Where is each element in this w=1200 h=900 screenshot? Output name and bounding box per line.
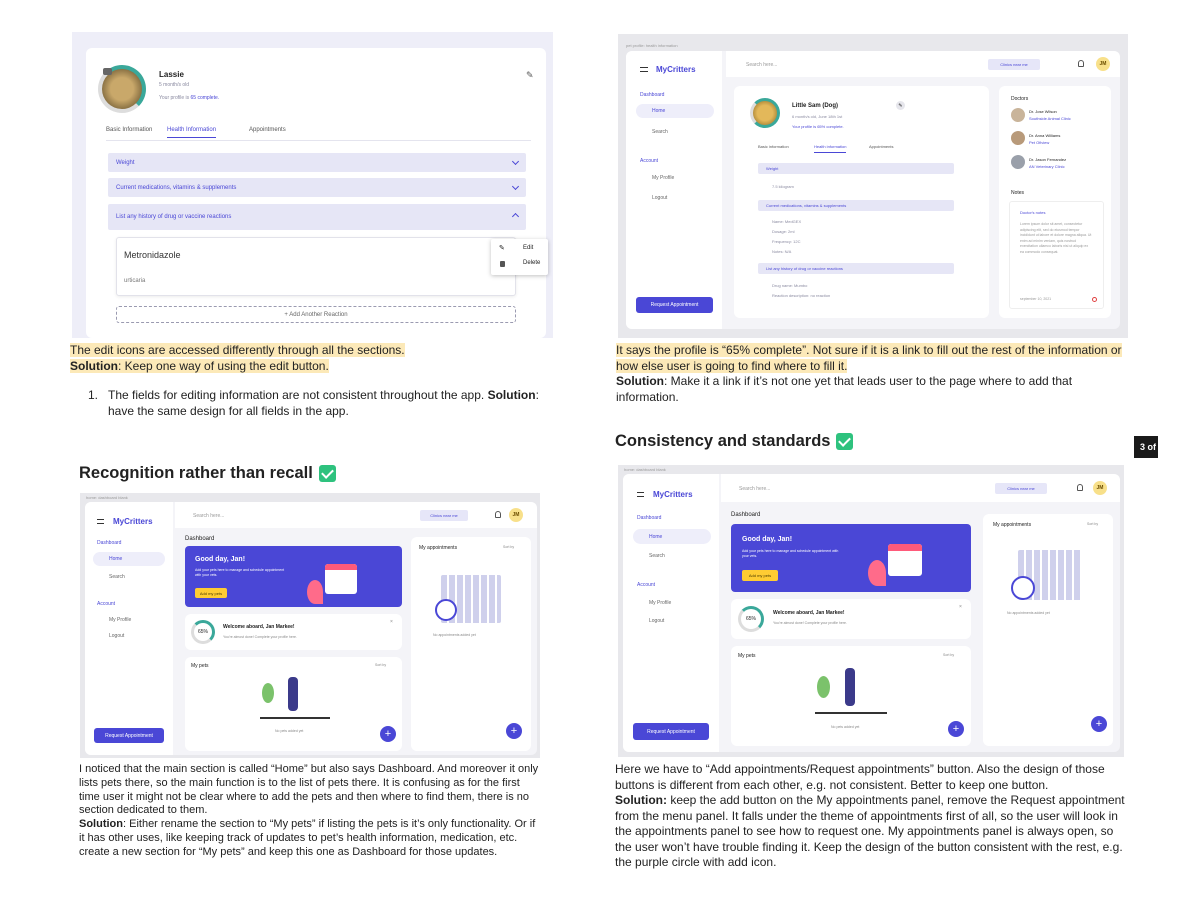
welcome-title: Welcome aboard, Jan Markee! — [773, 610, 845, 616]
consistency-solution: keep the add button on the My appointments panel, remove the Request appointment from the menu panel. It falls under the theme of appointments first of all, so the user will look in the appointments panel to see how to request one. My appointments panel is always open, so the user won’t have trouble finding it. Keep the design of the button consistent with the rest, e.g. the purple circle with add icon. — [615, 793, 1125, 869]
sidebar-item-profile[interactable]: My Profile — [109, 617, 132, 623]
doctor-avatar — [1011, 108, 1025, 122]
note-line-2 — [70, 359, 329, 373]
doctor-clinic[interactable]: Pet Ofiview — [1029, 140, 1050, 145]
sidebar-item-search[interactable]: Search — [652, 129, 668, 135]
consistency-observation: Here we have to “Add appointments/Request appointments” button. Also the design of those buttons is different from each other, e.g. not consistent. Better to keep one button. — [615, 762, 1105, 792]
pencil-icon[interactable]: ✎ — [526, 70, 534, 80]
sidebar — [85, 502, 173, 755]
nav-section-account: Account — [640, 158, 659, 164]
sidebar-item-home[interactable] — [636, 104, 714, 118]
note-body: Lorem ipsum dolor sit amet, consectetur adipiscing elit, sed do eiusmod tempor incididunt ut labore et dolore magna aliqua. Ut enim ad minim veniam, quis nostrud exercitation ullamco laboris nisi ut aliquip ex ea commodo consequat. — [1020, 222, 1092, 254]
doctors-title: Doctors — [1011, 96, 1029, 102]
user-avatar[interactable]: JM — [509, 508, 523, 522]
profile-complete-note — [616, 343, 1126, 405]
tab-basic-info[interactable]: Basic information — [758, 144, 789, 149]
doctor-avatar — [1011, 131, 1025, 145]
my-appointments-panel — [411, 537, 531, 751]
user-avatar[interactable]: JM — [1096, 57, 1110, 71]
med-line: Name: MedGEX — [772, 219, 802, 224]
menu-icon[interactable] — [637, 492, 644, 497]
list-text-b: : have the same design for all fields in the app. — [108, 388, 539, 418]
note-card — [1009, 201, 1104, 309]
recognition-solution: : Either rename the section to “My pets” if listing the pets is it’s only functionality. Or if it has other uses, like keeping track of updates to pet’s health information, medication, etc. create a new section for “My pets” and keep this one as Dashboard for those updates. — [79, 818, 536, 858]
tab-appointments[interactable]: Appointments — [249, 127, 286, 133]
pet-age: 6 month/s old, June 18th 1st — [792, 114, 843, 119]
request-appointment-button[interactable]: Request Appointment — [636, 297, 713, 313]
greeting-sub: Add your pets here to manage and schedule appointment with your vets. — [742, 549, 839, 558]
calendar-header — [325, 564, 357, 570]
notes-title: Notes — [1011, 190, 1025, 196]
top-bar — [726, 51, 1120, 77]
profile-complete-screenshot — [618, 34, 1128, 338]
appointments-title: My appointments — [419, 545, 458, 551]
sidebar-item-search[interactable]: Search — [649, 553, 665, 559]
edit-icons-screenshot — [72, 32, 553, 338]
reaction-line: Drug name: Mumbo — [772, 283, 808, 288]
leaf-shape — [868, 560, 886, 586]
calendar-illustration — [876, 532, 931, 586]
home-label: Home — [649, 533, 663, 540]
sidebar-item-home[interactable] — [633, 529, 711, 544]
dashboard-title: Dashboard — [185, 536, 215, 542]
home-label: Home — [652, 108, 666, 114]
pet-name: Little Sam (Dog) — [792, 103, 838, 109]
delete-note-icon[interactable] — [1092, 297, 1097, 302]
menu-edit-label: Edit — [523, 245, 534, 251]
no-appointments-text: No appointments added yet — [1007, 611, 1050, 615]
chevron-down-icon — [512, 183, 519, 190]
list-item — [108, 388, 548, 419]
solution-label: Solution — [70, 358, 118, 373]
doctor-name: Dr. Anna Williams — [1029, 133, 1061, 138]
sidebar — [626, 51, 722, 329]
note-solution: : Make it a link if it’s not one yet that leads user to the page where to add that information. — [616, 374, 1073, 404]
dashboard-title: Dashboard — [731, 512, 761, 518]
note-card-title: Doctor's notes — [1020, 210, 1046, 215]
doctor-name: Dr. Jose Wilson — [1029, 109, 1057, 114]
dashboard-screenshot-left — [80, 493, 540, 758]
leaf-shape — [307, 580, 323, 604]
ground-line — [260, 717, 330, 719]
med-line: Notes: N/A — [772, 249, 792, 254]
my-pets-title: My pets — [738, 653, 756, 659]
breadcrumb: pet profile: health information — [626, 43, 678, 48]
add-appointment-fab[interactable]: + — [506, 723, 522, 739]
accordion-weight-label: Weight — [116, 159, 135, 166]
nav-section-dashboard: Dashboard — [637, 515, 662, 521]
sidebar-item-search[interactable]: Search — [109, 574, 125, 580]
accordion-reactions-label: List any history of drug or vaccine reactions — [766, 266, 843, 271]
clinics-button[interactable]: Clinics near me — [995, 483, 1047, 494]
consistency-heading — [615, 432, 853, 451]
app-window — [85, 502, 537, 755]
search-input[interactable]: Search here... — [739, 486, 771, 492]
calendar-illustration — [315, 554, 365, 602]
sort-dropdown[interactable]: Sort by — [943, 653, 955, 657]
app-window — [623, 474, 1120, 752]
menu-icon[interactable] — [640, 67, 648, 72]
trash-icon — [500, 261, 505, 267]
page-indicator: 3 of — [1134, 436, 1158, 458]
clinics-button[interactable]: Clinics near me — [420, 510, 468, 521]
accordion-reactions[interactable] — [758, 263, 954, 274]
reaction-line: Reaction description: no reaction — [772, 293, 831, 298]
ground-line — [815, 712, 887, 714]
menu-delete-label: Delete — [523, 260, 541, 266]
sort-dropdown[interactable]: Sort by — [1087, 522, 1099, 526]
add-pet-fab[interactable]: + — [380, 726, 396, 742]
accordion-medications[interactable] — [758, 200, 954, 211]
profile-link[interactable]: 65 complete. — [190, 95, 220, 101]
greeting-banner — [185, 546, 402, 607]
edit-context-menu — [491, 239, 548, 275]
nav-section-account: Account — [637, 582, 656, 588]
nav-section-dashboard: Dashboard — [640, 92, 665, 98]
sort-dropdown[interactable]: Sort by — [503, 545, 515, 549]
tree-shape — [817, 676, 830, 698]
breadcrumb: home: dashboard blank — [624, 467, 666, 472]
search-input[interactable]: Search here... — [193, 513, 225, 519]
add-pets-button[interactable]: Add my pets — [195, 588, 227, 598]
app-logo[interactable]: MyCritters — [653, 490, 693, 499]
add-pets-button[interactable]: Add my pets — [742, 570, 778, 581]
welcome-title: Welcome aboard, Jan Markee! — [223, 624, 295, 630]
sidebar-item-logout[interactable]: Logout — [109, 633, 125, 639]
accordion-weight[interactable] — [108, 153, 526, 172]
tab-appointments[interactable]: Appointments — [869, 144, 894, 149]
nav-section-dashboard: Dashboard — [97, 540, 122, 546]
welcome-card — [731, 599, 971, 639]
menu-edit[interactable] — [491, 243, 548, 256]
my-pets-panel — [185, 657, 402, 751]
pet-name: Lassie — [159, 70, 184, 79]
add-pet-fab[interactable]: + — [948, 721, 964, 737]
my-pets-title: My pets — [191, 663, 209, 669]
med-line: Frequency: 12C — [772, 239, 801, 244]
greeting-banner — [731, 524, 971, 592]
numbered-list — [88, 388, 548, 419]
bell-icon[interactable] — [1078, 60, 1084, 67]
close-icon[interactable]: × — [959, 604, 962, 610]
app-logo[interactable]: MyCritters — [113, 517, 153, 526]
doctor-clinic[interactable]: Southside Animal Clinic — [1029, 116, 1071, 121]
sort-dropdown[interactable]: Sort by — [375, 663, 387, 667]
profile-progress-ring: 65% — [191, 620, 215, 644]
request-appointment-button[interactable]: Request Appointment — [94, 728, 164, 743]
pet-health-card — [734, 86, 989, 318]
check-icon — [319, 465, 336, 482]
clock-shape — [1011, 576, 1035, 600]
chevron-down-icon — [512, 158, 519, 165]
accordion-weight[interactable] — [758, 163, 954, 174]
user-avatar[interactable]: JM — [1093, 481, 1107, 495]
pet-age: 5 month/s old — [159, 82, 190, 88]
chevron-up-icon — [512, 213, 519, 220]
pet-profile-card — [86, 48, 546, 338]
weight-value: 7.5 kilogram — [772, 184, 794, 189]
calendar-header — [888, 544, 922, 551]
home-label: Home — [109, 556, 123, 562]
recognition-observation: I noticed that the main section is called “Home” but also says Dashboard. And moreover it only lists pets there, so the main function is to the list of pets there. It is confusing as for the first time user it might not be clear where to add the pets and then where to find them, there is no section dedicated to them. — [79, 763, 539, 817]
tab-basic-info[interactable]: Basic Information — [106, 127, 153, 133]
list-solution-label: Solution — [487, 388, 536, 402]
sidebar-item-profile[interactable]: My Profile — [649, 600, 672, 606]
reaction-title: Metronidazole — [124, 250, 181, 260]
list-text-a: The fields for editing information are not consistent throughout the app. — [108, 388, 488, 402]
breadcrumb: home: dashboard blank — [86, 495, 128, 500]
sidebar-item-logout[interactable]: Logout — [652, 195, 668, 201]
my-appointments-panel — [983, 514, 1113, 746]
greeting-title: Good day, Jan! — [195, 556, 246, 563]
bell-icon[interactable] — [1077, 484, 1083, 491]
tree-shape — [262, 683, 274, 703]
reaction-card — [116, 237, 516, 296]
app-window — [626, 51, 1120, 329]
tab-health-info[interactable]: Health information — [814, 144, 846, 153]
edit-icon[interactable]: ✎ — [896, 101, 905, 110]
heading-text: Recognition rather than recall — [79, 464, 313, 482]
person-shape — [288, 677, 298, 711]
check-icon — [836, 433, 853, 450]
consistency-paragraph — [615, 762, 1125, 871]
person-shape — [845, 668, 855, 706]
recognition-heading — [79, 464, 336, 483]
profile-prefix: Your profile is — [159, 95, 191, 101]
dashboard-screenshot-right — [618, 465, 1124, 757]
accordion-reactions-label: List any history of drug or vaccine reactions — [116, 214, 232, 220]
accordion-medications-label: Current medications, vitamins & supplements — [116, 184, 237, 191]
search-input[interactable]: Search here... — [746, 62, 778, 68]
close-icon[interactable]: × — [390, 619, 393, 625]
edit-icons-note — [70, 343, 540, 374]
menu-icon[interactable] — [97, 519, 104, 524]
welcome-sub: You're almost done! Complete your profile here. — [773, 621, 847, 625]
greeting-sub: Add your pets here to manage and schedule appointment with your vets. — [195, 568, 285, 577]
list-number: 1. — [88, 388, 99, 402]
pets-illustration — [815, 668, 887, 714]
recognition-paragraph — [79, 763, 539, 860]
doctor-clinic[interactable]: AN Veterinary Clinic — [1029, 164, 1065, 169]
doctor-name: Dr. Jason Fernandez — [1029, 157, 1067, 162]
no-pets-text: No pets added yet — [831, 725, 860, 729]
menu-delete[interactable] — [491, 258, 548, 271]
pets-illustration — [260, 677, 330, 719]
reaction-description: urticaria — [124, 278, 146, 284]
med-line: Dosage: 2ml — [772, 229, 795, 234]
accordion-medications[interactable] — [108, 178, 526, 197]
accordion-weight-label: Weight — [766, 166, 779, 171]
profile-completion: Your profile is 65% complete. — [792, 124, 844, 129]
sidebar-item-logout[interactable]: Logout — [649, 618, 665, 624]
accordion-reactions[interactable] — [108, 204, 526, 230]
camera-icon[interactable] — [103, 68, 112, 75]
clock-shape — [435, 599, 457, 621]
profile-progress-ring: 65% — [738, 606, 764, 632]
add-appointment-fab[interactable]: + — [1091, 716, 1107, 732]
bell-icon[interactable] — [495, 511, 501, 518]
no-pets-text: No pets added yet — [275, 729, 304, 733]
solution-label: Solution — [79, 818, 123, 831]
sidebar-item-profile[interactable]: My Profile — [652, 175, 675, 181]
note-observation: It says the profile is “65% complete”. Not sure if it is a link to fill out the rest of the information or how else user is going to find where to fill it. — [616, 343, 1122, 373]
my-pets-panel — [731, 646, 971, 746]
sidebar — [623, 474, 719, 752]
note-line-2-text: : Keep one way of using the edit button. — [118, 358, 329, 373]
accordion-medications-label: Current medications, vitamins & supplements — [766, 203, 847, 208]
request-appointment-button[interactable]: Request Appointment — [633, 723, 709, 740]
solution-label: Solution: — [615, 793, 667, 807]
add-reaction-button[interactable]: + Add Another Reaction — [116, 306, 516, 323]
tab-health-info[interactable]: Health Information — [167, 127, 216, 138]
welcome-card — [185, 614, 402, 650]
top-bar — [175, 502, 537, 528]
doctor-avatar — [1011, 155, 1025, 169]
greeting-title: Good day, Jan! — [742, 536, 793, 543]
tabs-divider — [106, 140, 531, 141]
pet-avatar — [750, 98, 780, 128]
doctors-panel — [999, 86, 1111, 318]
solution-label: Solution — [616, 374, 664, 388]
note-date: september 10, 2021 — [1020, 297, 1052, 301]
profile-completion — [159, 95, 219, 101]
no-appointments-text: No appointments added yet — [433, 633, 476, 637]
clinics-button[interactable]: Clinics near me — [988, 59, 1040, 70]
welcome-sub: You're almost done! Complete your profile here. — [223, 635, 297, 639]
appointments-title: My appointments — [993, 522, 1032, 528]
heading-text: Consistency and standards — [615, 432, 831, 450]
app-logo[interactable]: MyCritters — [656, 65, 696, 74]
top-bar — [721, 474, 1120, 502]
pencil-icon: ✎ — [499, 245, 505, 252]
nav-section-account: Account — [97, 601, 116, 607]
note-line-1: The edit icons are accessed differently through all the sections. — [70, 343, 405, 357]
sidebar-item-home[interactable] — [93, 552, 165, 566]
